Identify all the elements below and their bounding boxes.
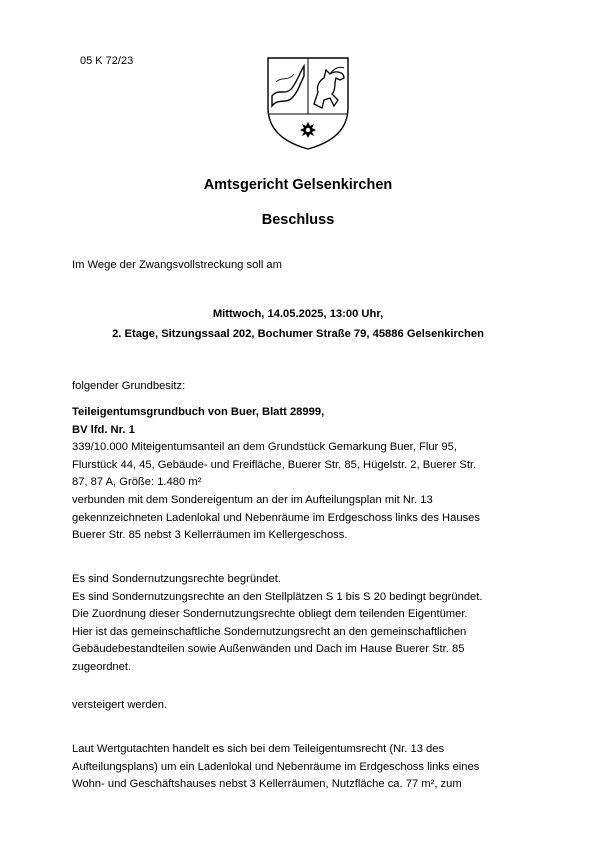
rights-line: zugeordnet. [72, 660, 132, 673]
property-lead: folgender Grundbesitz: [72, 380, 186, 392]
nrw-coat-of-arms-icon [260, 52, 356, 152]
rights-line: Es sind Sondernutzungsrechte an den Stellplätzen S 1 bis S 20 bedingt begründet. [72, 590, 483, 603]
appraisal-text [72, 741, 532, 794]
property-line: 339/10.000 Miteigentumsanteil an dem Grundstück Gemarkung Buer, Flur 95, [72, 441, 457, 454]
decision-title: Beschluss [261, 212, 335, 228]
case-number: 05 K 72/23 [80, 55, 134, 67]
appraisal-line: Laut Wertgutachten handelt es sich bei dem Teileigentumsrecht (Nr. 13 des [72, 743, 445, 755]
bv-number: BV lfd. Nr. 1 [72, 423, 135, 436]
property-line: Buerer Str. 85 nebst 3 Kellerräumen im Kellergeschoss. [72, 529, 348, 542]
usage-rights [72, 571, 532, 677]
appraisal-line: Aufteilungsplans) um ein Ladenlokal und Nebenräume im Erdgeschoss links eines [72, 760, 480, 773]
appointment-venue: 2. Etage, Sitzungssaal 202, Bochumer Straße 79, 45886 Gelsenkirchen [112, 328, 484, 340]
intro-text: Im Wege der Zwangsvollstreckung soll am [72, 259, 282, 271]
rights-line: Gebäudebestandteilen sowie Außenwänden und Dach im Hause Buerer Str. 85 [72, 643, 465, 656]
property-line: verbunden mit dem Sondereigentum an der im Aufteilungsplan mit Nr. 13 [72, 493, 433, 506]
property-line: 87, 87 A, Größe: 1.480 m² [72, 476, 202, 489]
property-line: Flurstück 44, 45, Gebäude- und Freifläche, Buerer Str. 85, Hügelstr. 2, Buerer Str. [72, 458, 477, 471]
appraisal-line: Wohn- und Geschäftshauses nebst 3 Kellerräumen, Nutzfläche ca. 77 m², zum [72, 778, 462, 791]
court-name: Amtsgericht Gelsenkirchen [203, 177, 393, 193]
appointment-date: Mittwoch, 14.05.2025, 13:00 Uhr, [212, 308, 384, 320]
property-line: gekennzeichneten Ladenlokal und Nebenräume im Erdgeschoss links des Hauses [72, 511, 480, 524]
rights-line: Es sind Sondernutzungsrechte begründet. [72, 573, 281, 585]
rights-line: Die Zuordnung dieser Sondernutzungsrechte obliegt dem teilenden Eigentümer. [72, 608, 468, 621]
property-description [72, 404, 532, 545]
land-register-entry: Teileigentumsgrundbuch von Buer, Blatt 28999, [72, 406, 325, 418]
rights-line: Hier ist das gemeinschaftliche Sondernutzungsrecht an den gemeinschaftlichen [72, 625, 467, 638]
auction-statement: versteigert werden. [72, 699, 168, 711]
